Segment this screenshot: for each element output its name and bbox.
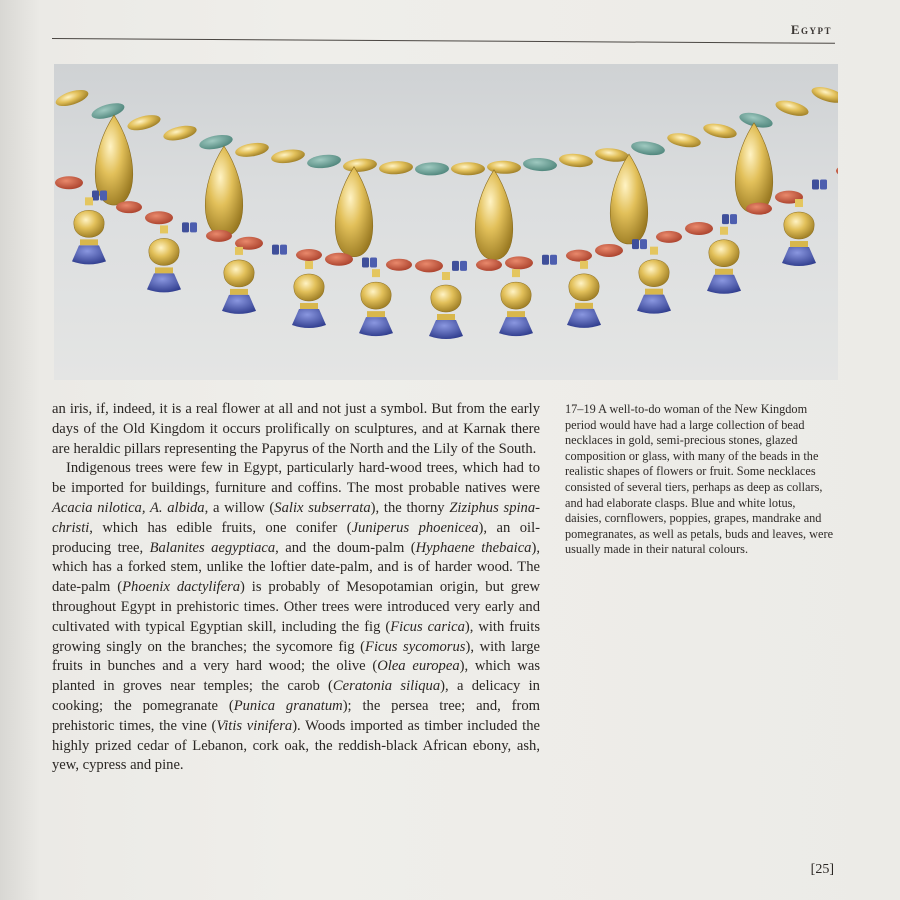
carnelian-bead <box>595 244 623 257</box>
body-paragraph-2 <box>52 459 540 776</box>
gold-fruit-pendant <box>149 238 179 265</box>
lapis-spacer-bead <box>820 180 827 190</box>
gold-band <box>507 311 525 317</box>
carnelian-bead <box>746 203 772 215</box>
body-text-run: Indigenous trees were few in Egypt, particularly hard-wood trees, which had to be imported for buildings, furniture and coffins. The most probable natives were <box>52 460 540 497</box>
botanical-name: Hyphaene thebaica <box>415 539 532 556</box>
blue-flower-bead <box>222 295 256 314</box>
turquoise-bead <box>90 100 126 122</box>
gold-band <box>790 241 808 247</box>
gold-band <box>367 311 385 317</box>
gold-band <box>437 314 455 320</box>
blue-flower-bead <box>292 309 326 328</box>
body-paragraph-1: an iris, if, indeed, it is a real flower at all and not just a symbol. But from the early days of the Old Kingdom it occurs prolifically on sculptures, and at Karnak there are heraldic pillars representing the Papyrus of the North and the Lily of the South. <box>52 401 540 457</box>
gold-band <box>575 303 593 309</box>
carnelian-bead <box>566 250 592 262</box>
body-text <box>52 400 540 776</box>
carnelian-bead <box>145 211 173 224</box>
gold-fruit-pendant <box>294 274 324 301</box>
blue-flower-bead <box>567 309 601 328</box>
carnelian-bead <box>685 222 713 235</box>
carnelian-bead <box>386 259 412 271</box>
botanical-name: Salix subserrata <box>274 499 371 516</box>
blue-flower-bead <box>637 295 671 314</box>
body-text-run: ), the thorny <box>370 499 450 516</box>
gold-barrel-bead <box>379 160 414 175</box>
body-text-run: , a willow ( <box>204 499 275 516</box>
botanical-name: Punica granatum <box>233 697 343 714</box>
turquoise-bead <box>306 153 341 170</box>
gold-fruit-pendant <box>784 212 814 239</box>
carnelian-bead <box>415 259 443 272</box>
lapis-spacer-bead <box>452 261 459 271</box>
carnelian-bead <box>476 259 502 271</box>
botanical-name: Phoenix dactylifera <box>122 579 241 596</box>
gold-barrel-bead <box>666 131 702 150</box>
lapis-spacer-bead <box>362 258 369 268</box>
gold-drop-pendant <box>335 167 373 257</box>
gold-drop-pendant <box>735 123 773 213</box>
lapis-spacer-bead <box>550 255 557 265</box>
botanical-name: Olea europea <box>377 658 460 675</box>
necklace-photo <box>54 64 838 380</box>
body-text-run: ), which was planted in groves near temples; the carob ( <box>52 658 541 695</box>
carnelian-bead <box>116 201 142 213</box>
gold-barrel-bead <box>558 152 593 168</box>
blue-flower-bead <box>782 247 816 266</box>
gold-fruit-pendant <box>224 260 254 287</box>
gold-cap <box>442 272 450 280</box>
body-text-run: , and the doum-palm ( <box>275 539 416 556</box>
gold-barrel-bead <box>702 121 738 141</box>
lapis-spacer-bead <box>92 190 99 200</box>
carnelian-bead <box>656 231 682 243</box>
gold-fruit-pendant <box>431 285 461 312</box>
lapis-spacer-bead <box>182 222 189 232</box>
gold-cap <box>795 199 803 207</box>
header-rule <box>52 38 835 44</box>
botanical-name: Ziziphus spina-christi <box>52 499 541 536</box>
carnelian-bead <box>296 249 322 261</box>
gold-drop-pendant <box>475 170 513 260</box>
lapis-spacer-bead <box>280 245 287 255</box>
lapis-spacer-bead <box>190 222 197 232</box>
gold-barrel-bead <box>594 147 629 164</box>
gold-band <box>715 269 733 275</box>
gold-fruit-pendant <box>361 282 391 309</box>
necklace-illustration <box>54 64 838 380</box>
gold-barrel-bead <box>451 162 485 175</box>
gold-cap <box>372 269 380 277</box>
gold-barrel-bead <box>162 123 198 143</box>
gold-barrel-bead <box>126 112 162 133</box>
gold-cap <box>650 247 658 255</box>
botanical-name: Ficus sycomorus <box>365 638 466 655</box>
gold-drop-pendant <box>205 146 243 236</box>
lapis-spacer-bead <box>272 245 279 255</box>
body-text-run: ) is probably of Mesopotamian origin, but grew throughout Egypt in prehistoric times. Other trees were introduced very early and cultivated with typical Egyptian skill, including the fig ( <box>52 579 541 635</box>
turquoise-bead <box>415 162 449 176</box>
gold-cap <box>720 227 728 235</box>
lapis-spacer-bead <box>640 239 647 249</box>
body-text-run: ). Woods imported as timber included the highly prized cedar of Lebanon, cork oak, the reddish-black African ebony, ash, yew, cypress and pine. <box>52 717 540 774</box>
gold-fruit-pendant <box>569 274 599 301</box>
gold-fruit-pendant <box>639 260 669 287</box>
blue-flower-bead <box>147 273 181 292</box>
running-head: Egypt <box>790 22 832 37</box>
gold-barrel-bead <box>774 98 810 119</box>
blue-flower-bead <box>429 320 463 339</box>
gold-band <box>80 239 98 245</box>
page-number: [25] <box>810 862 834 877</box>
body-text-run: ), with large fruits in bunches and a very hard wood; the olive ( <box>52 638 541 675</box>
lapis-spacer-bead <box>730 214 737 224</box>
carnelian-bead <box>206 230 232 242</box>
botanical-name: Juniperus phoenicea <box>351 519 479 536</box>
body-text-run: ), which has a forked stem, unlike the loftier date-palm, and is of harder wood. The date-palm ( <box>52 539 540 596</box>
lapis-spacer-bead <box>722 214 729 224</box>
body-text-run: ); the persea tree; and, from prehistoric times, the vine ( <box>52 697 541 734</box>
botanical-name: Ceratonia siliqua <box>332 678 441 695</box>
body-text-run: , which has edible fruits, one conifer ( <box>89 519 352 536</box>
body-text-run: ), a delicacy in cooking; the pomegranate ( <box>52 678 540 714</box>
lapis-spacer-bead <box>100 190 107 200</box>
blue-flower-bead <box>707 275 741 294</box>
gold-cap <box>580 261 588 269</box>
carnelian-bead <box>505 256 533 269</box>
turquoise-bead <box>523 157 558 172</box>
gold-drop-pendant <box>610 154 648 244</box>
gold-fruit-pendant <box>501 282 531 309</box>
figure-caption: 17–19 A well-to-do woman of the New Kingdom period would have had a large collection of bead necklaces in gold, semi-precious stones, glazed composition or glass, with many of the beads in the realistic shapes of flowers or fruit. Some necklaces consisted of several tiers, perhaps as deep as collars, and had elaborate clasps. Blue and white lotus, daisies, cornflowers, poppies, grapes, mandrake and pomegranates, as well as petals, buds and leaves, were usually made in their natural colours. <box>565 402 834 557</box>
gold-band <box>645 289 663 295</box>
carnelian-bead <box>55 176 83 189</box>
gold-barrel-bead <box>270 148 305 166</box>
blue-flower-bead <box>359 317 393 336</box>
gold-barrel-bead <box>487 160 521 174</box>
carnelian-bead <box>325 253 353 266</box>
botanical-name: Vitis vinifera <box>216 717 293 734</box>
turquoise-bead <box>198 132 234 151</box>
lapis-spacer-bead <box>812 180 819 190</box>
gold-cap <box>512 269 520 277</box>
gold-fruit-pendant <box>709 240 739 267</box>
lapis-spacer-bead <box>460 261 467 271</box>
gold-band <box>300 303 318 309</box>
gold-band <box>155 267 173 273</box>
lapis-spacer-bead <box>370 258 377 268</box>
gold-barrel-bead <box>54 87 90 110</box>
gold-barrel-bead <box>810 84 838 106</box>
blue-flower-bead <box>499 317 533 336</box>
gold-cap <box>85 197 93 205</box>
botanical-name: Balanites aegyptiaca <box>149 539 276 556</box>
gold-barrel-bead <box>234 141 270 159</box>
gold-cap <box>305 261 313 269</box>
body-text-run: ), with fruits growing singly on the branches; the sycomore fig ( <box>52 618 541 655</box>
lapis-spacer-bead <box>542 255 549 265</box>
botanical-name: Acacia nilotica, A. albida <box>52 499 205 516</box>
blue-flower-bead <box>72 245 106 264</box>
botanical-name: Ficus carica <box>390 618 465 635</box>
gold-band <box>230 289 248 295</box>
lapis-spacer-bead <box>632 239 639 249</box>
gold-cap <box>160 225 168 233</box>
turquoise-bead <box>630 139 666 157</box>
gold-barrel-bead <box>343 157 378 173</box>
carnelian-bead <box>836 165 838 177</box>
gold-fruit-pendant <box>74 210 104 237</box>
body-text-run: ), an oil-producing tree, <box>52 519 540 556</box>
gold-cap <box>235 247 243 255</box>
